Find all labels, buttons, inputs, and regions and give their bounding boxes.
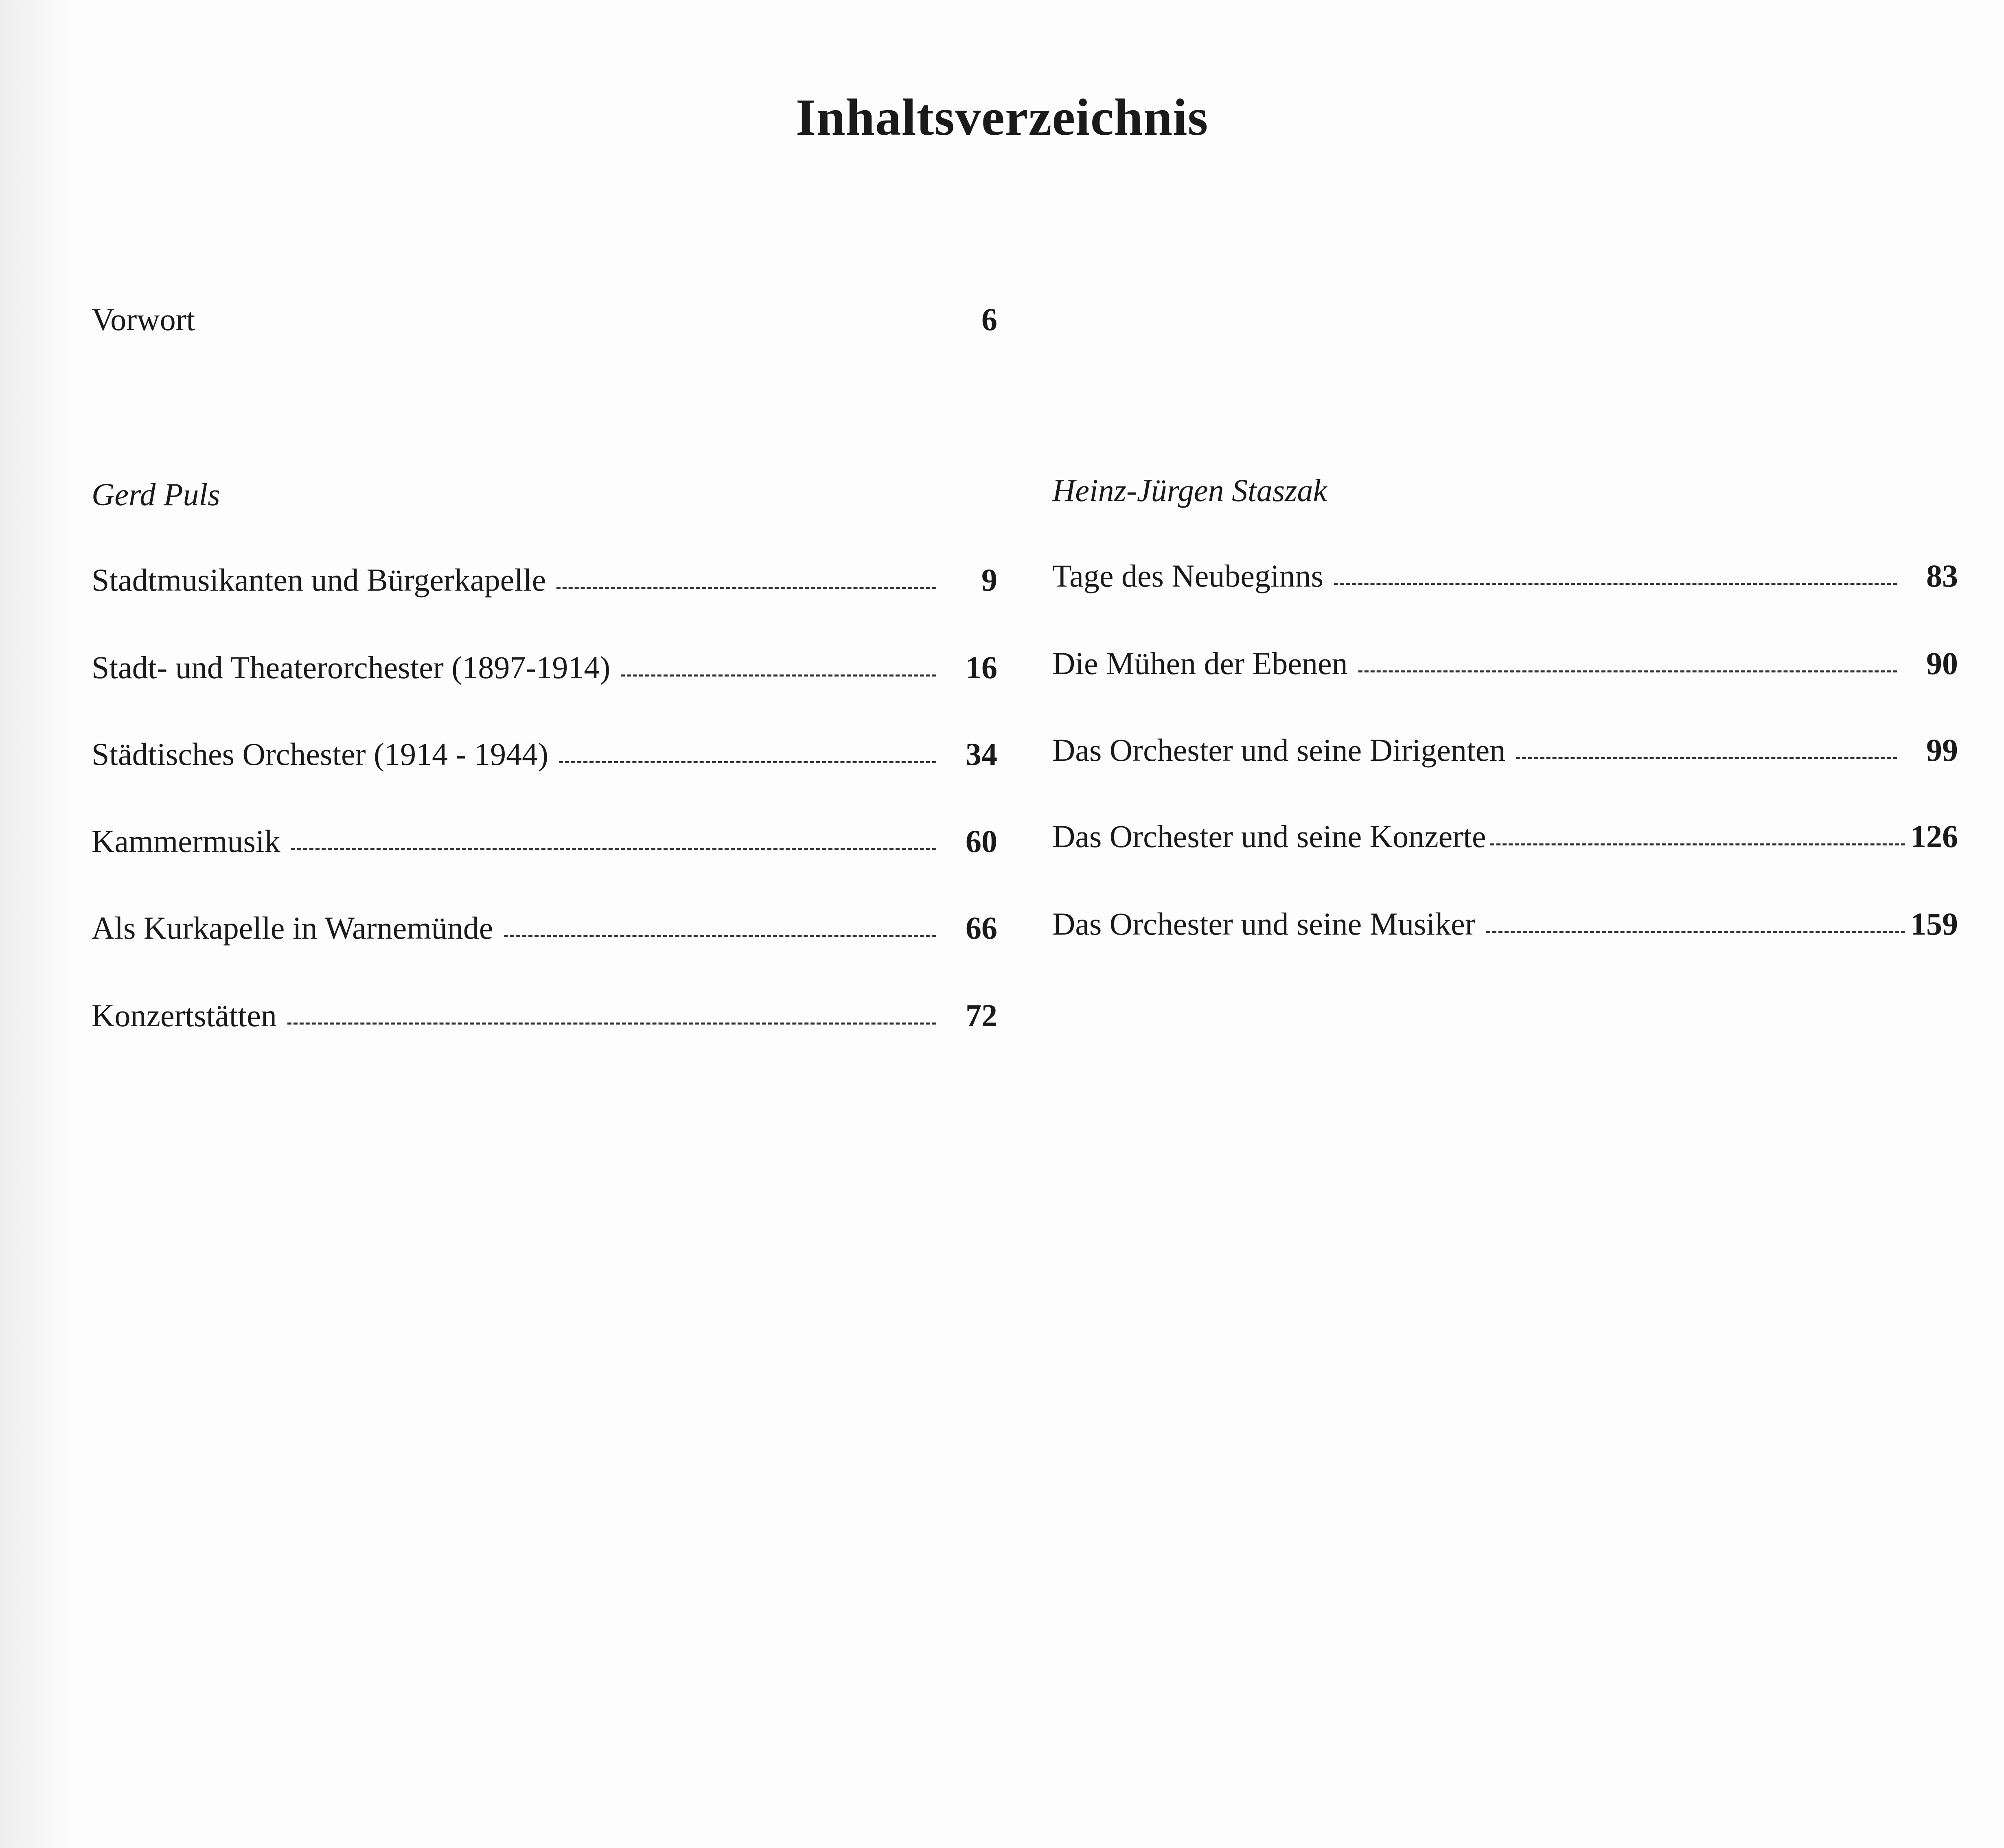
toc-entry[interactable] — [92, 649, 997, 694]
toc-entry[interactable] — [92, 997, 997, 1042]
toc-entry-label: Stadtmusikanten und Bürgerkapelle — [92, 562, 546, 598]
toc-entry-page: 60 — [966, 823, 997, 859]
toc-entry-label: Kammermusik — [92, 823, 280, 859]
toc-entry-page: 90 — [1926, 646, 1958, 681]
leader-dots — [291, 848, 936, 850]
toc-entry-page: 83 — [1926, 558, 1958, 593]
toc-entry-label: Stadt- und Theaterorchester (1897-1914) — [92, 650, 611, 685]
section-author: Gerd Puls — [92, 477, 220, 512]
toc-entry-page: 66 — [966, 910, 997, 946]
leader-dots — [556, 587, 936, 589]
toc-entry-label: Konzertstätten — [92, 998, 277, 1033]
toc-entry-label: Vorwort — [92, 302, 195, 337]
toc-entry-page: 159 — [1910, 906, 1958, 942]
toc-entry-page: 16 — [966, 650, 997, 685]
toc-entry-label: Als Kurkapelle in Warnemünde — [92, 910, 493, 946]
toc-entry-label: Das Orchester und seine Dirigenten — [1052, 732, 1506, 768]
toc-entry[interactable] — [1052, 645, 1958, 690]
section-author: Heinz-Jürgen Staszak — [1052, 473, 1327, 508]
leader-dots — [1516, 757, 1897, 759]
toc-entry-page: 126 — [1910, 819, 1958, 854]
toc-entry-label: Das Orchester und seine Konzerte — [1052, 819, 1486, 854]
leader-dots — [1358, 670, 1897, 672]
toc-entry-label: Städtisches Orchester (1914 - 1944) — [92, 736, 549, 772]
toc-entry[interactable] — [92, 736, 997, 781]
toc-entry[interactable] — [92, 823, 997, 868]
toc-entry-label: Tage des Neubeginns — [1052, 558, 1324, 593]
toc-entry-page: 9 — [981, 562, 997, 598]
toc-entry-page: 72 — [966, 998, 997, 1033]
leader-dots — [1334, 583, 1897, 585]
toc-entry-page: 99 — [1926, 732, 1958, 768]
page-title: Inhaltsverzeichnis — [795, 88, 1209, 146]
toc-entry-page: 34 — [966, 736, 997, 772]
toc-entry[interactable] — [1052, 558, 1958, 602]
toc-entry[interactable] — [92, 562, 997, 607]
leader-dots — [1486, 931, 1905, 933]
toc-entry-label: Die Mühen der Ebenen — [1052, 646, 1348, 681]
leader-dots — [1490, 843, 1905, 845]
leader-dots — [621, 674, 936, 677]
toc-entry-label: Das Orchester und seine Musiker — [1052, 906, 1476, 942]
toc-entry-preface[interactable] — [92, 301, 997, 346]
scan-edge-shadow — [0, 0, 73, 1848]
leader-dots — [287, 1023, 936, 1025]
toc-entry[interactable] — [92, 910, 997, 955]
leader-dots — [504, 935, 936, 937]
leader-dots — [559, 761, 936, 763]
toc-entry[interactable] — [1052, 818, 1958, 863]
toc-entry-page: 6 — [981, 302, 997, 337]
toc-entry[interactable] — [1052, 732, 1958, 777]
toc-entry[interactable] — [1052, 906, 1958, 950]
